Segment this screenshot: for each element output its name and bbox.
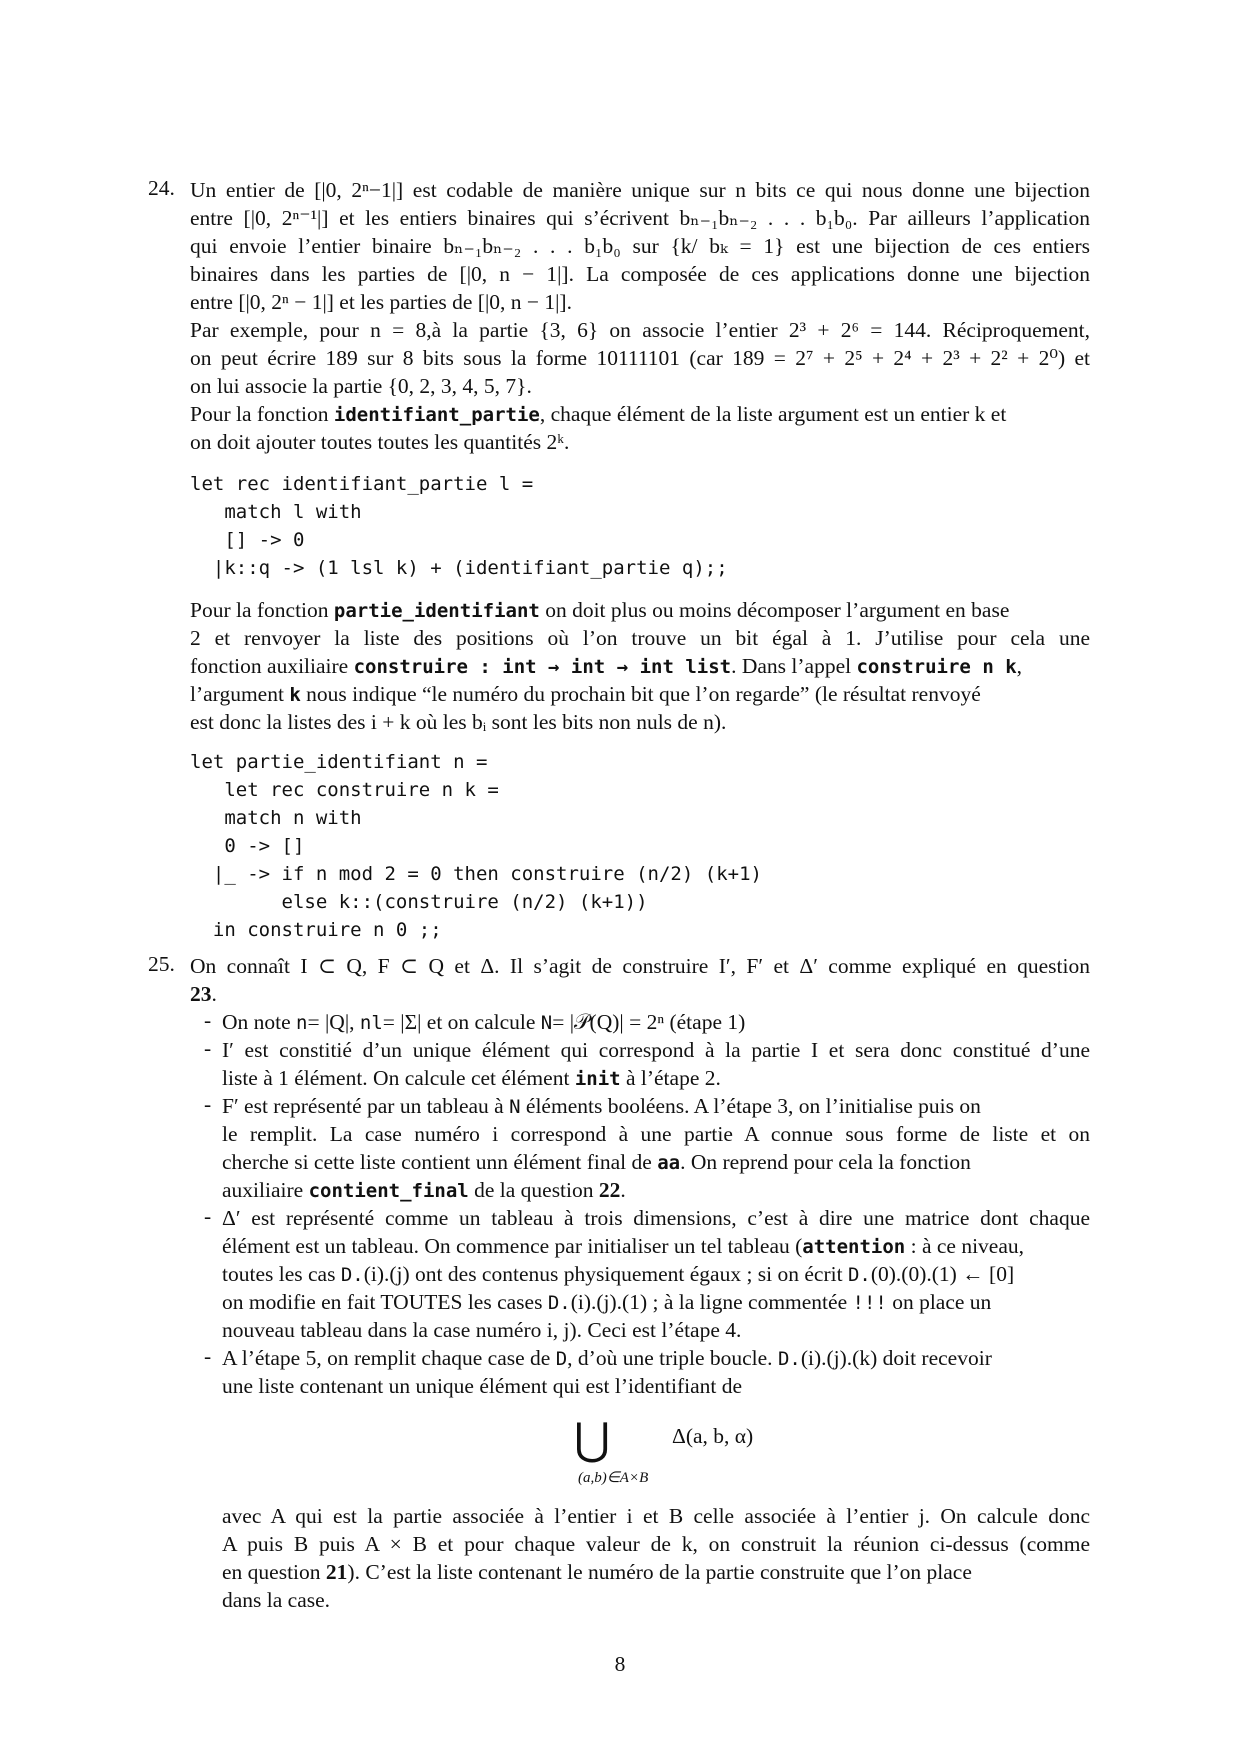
text-run: de la question	[468, 1178, 599, 1202]
q24-fn-intro-line-2: on doit ajouter toutes toutes les quantités 2ᵏ.	[190, 430, 570, 454]
q25-after-line-4: dans la case.	[222, 1588, 331, 1612]
q24-example-line-1: Par exemple, pour n = 8,à la partie {3, 6} on associe l’entier 2³ + 2⁶ = 144. Réciproquement,	[190, 318, 1090, 342]
inline-code: N	[509, 1096, 521, 1118]
bullet-dash: -	[204, 1204, 212, 1228]
code-line: |_ -> if n mod 2 = 0 then construire (n/2) (k+1)	[190, 863, 762, 885]
q25-bullet-5-line-1	[222, 1344, 992, 1373]
q25-bullet-4-line-5: nouveau tableau dans la case numéro i, j). Ceci est l’étape 4.	[222, 1318, 742, 1342]
q25-bullet-4-line-4	[222, 1288, 991, 1317]
text-run: ,	[1016, 654, 1023, 678]
text-run: . On reprend pour cela la fonction	[680, 1150, 971, 1174]
q25-bullet-4-line-3	[222, 1260, 1014, 1289]
text-run: Pour la fonction	[190, 402, 334, 426]
text-run: l’argument	[190, 682, 290, 706]
text-run: Pour la fonction	[190, 598, 334, 622]
text-run: = |𝒫(Q)| = 2ⁿ (étape 1)	[552, 1010, 746, 1034]
bullet-dash: -	[204, 1008, 212, 1032]
q24-line-3: qui envoie l’entier binaire bₙ₋₁bₙ₋₂ . . . b₁b₀ sur {k/ bₖ = 1} est une bijection de ces entiers	[190, 234, 1090, 258]
q25-bullet-3-line-3	[222, 1148, 971, 1177]
text-run: liste à 1 élément. On calcule cet élément	[222, 1066, 575, 1090]
text-run: nous indique “le numéro du prochain bit que l’on regarde” (le résultat renvoyé	[300, 682, 981, 706]
q25-bullet-3-line-1	[222, 1092, 981, 1121]
code-line: [] -> 0	[190, 529, 305, 551]
formula-delta-expression: Δ(a, b, α)	[672, 1424, 754, 1448]
text-run: A l’étape 5, on remplit chaque case de	[222, 1346, 556, 1370]
code-line: let partie_identifiant n =	[190, 751, 488, 773]
inline-code: D.	[777, 1348, 801, 1370]
q25-intro-line-2	[190, 980, 217, 1008]
inline-code: aa	[657, 1152, 681, 1174]
q24-p4-line-3	[190, 652, 1022, 681]
code-line: let rec identifiant_partie l =	[190, 473, 534, 495]
question-25-number: 25.	[148, 952, 175, 976]
text-run: (i).(j).(1) ; à la ligne commentée	[570, 1290, 853, 1314]
q24-line-1: Un entier de [|0, 2ⁿ−1|] est codable de manière unique sur n bits ce qui nous donne une bijection	[190, 178, 1090, 202]
question-24-number: 24.	[148, 176, 175, 200]
q25-bullet-4-line-2	[222, 1232, 1024, 1261]
code-line: |k::q -> (1 lsl k) + (identifiant_partie q);;	[190, 557, 728, 579]
q25-after-line-2: A puis B puis A × B et pour chaque valeur de k, on construit la réunion ci-dessus (comme	[222, 1532, 1090, 1556]
code-line: else k::(construire (n/2) (k+1))	[190, 891, 648, 913]
text-run: On note	[222, 1010, 297, 1034]
inline-code: identifiant_partie	[333, 404, 540, 426]
question-ref: 21	[325, 1560, 348, 1584]
question-ref: 23	[190, 982, 212, 1006]
q25-bullet-5-line-2: une liste contenant un unique élément qui est l’identifiant de	[222, 1374, 743, 1398]
inline-code: contient_final	[308, 1180, 469, 1202]
inline-code: N	[540, 1012, 553, 1034]
inline-code: !!!	[852, 1292, 887, 1314]
inline-code: construire : int → int → int list	[353, 656, 732, 678]
text-run: on modifie en fait TOUTES les cases	[222, 1290, 548, 1314]
text-run: cherche si cette liste contient unn élément final de	[222, 1150, 658, 1174]
text-run: : à ce niveau,	[905, 1234, 1025, 1258]
q24-fn-intro-line-1	[190, 400, 1006, 429]
q25-intro-line-1: On connaît I ⊂ Q, F ⊂ Q et Δ. Il s’agit de construire I′, F′ et Δ′ comme expliqué en question	[190, 954, 1090, 978]
text-run: (i).(j).(k) doit recevoir	[800, 1346, 992, 1370]
code-line: match n with	[190, 807, 362, 829]
q25-bullet-3-line-2: le remplit. La case numéro i correspond à une partie A connue sous forme de liste et on	[222, 1122, 1090, 1146]
code-line: match l with	[190, 501, 362, 523]
text-run: ). C’est la liste contenant le numéro de la partie construite que l’on place	[347, 1560, 972, 1584]
text-run: .	[620, 1178, 626, 1202]
text-run: .	[211, 982, 217, 1006]
inline-code: construire n k	[856, 656, 1017, 678]
q25-bullet-2-line-2	[222, 1064, 721, 1093]
q25-after-line-3	[222, 1558, 972, 1586]
q24-example-line-2: on peut écrire 189 sur 8 bits sous la forme 10111101 (car 189 = 2⁷ + 2⁵ + 2⁴ + 2³ + 2² + 2⁰) et	[190, 346, 1090, 370]
bullet-dash: -	[204, 1036, 212, 1060]
q24-example-line-3: on lui associe la partie {0, 2, 3, 4, 5, 7}.	[190, 374, 532, 398]
attention-bold: attention	[802, 1236, 906, 1258]
question-ref: 22	[598, 1178, 621, 1202]
text-run: on place un	[886, 1290, 992, 1314]
q24-p4-line-1	[190, 596, 1009, 625]
q25-after-line-1: avec A qui est la partie associée à l’entier i et B celle associée à l’entier j. On calcule donc	[222, 1504, 1090, 1528]
q24-line-2: entre [|0, 2ⁿ⁻¹|] et les entiers binaires qui s’écrivent bₙ₋₁bₙ₋₂ . . . b₁b₀. Par ailleurs l’application	[190, 206, 1090, 230]
text-run: (0).(0).(1) ← [0]	[870, 1262, 1015, 1286]
text-run: (i).(j) ont des contenus physiquement égaux ; si on écrit	[363, 1262, 848, 1286]
text-run: élément est un tableau. On commence par initialiser un tel tableau (	[222, 1234, 803, 1258]
text-run: = |Σ| et on calcule	[382, 1010, 541, 1034]
inline-code: partie_identifiant	[333, 600, 540, 622]
q24-line-4: binaires dans les parties de [|0, n − 1|]. La composée de ces applications donne une bijection	[190, 262, 1090, 286]
q24-p4-line-2: 2 et renvoyer la liste des positions où l’on trouve un bit égal à 1. J’utilise pour cela une	[190, 626, 1090, 650]
q24-p4-line-5: est donc la listes des i + k où les bᵢ sont les bits non nuls de n).	[190, 710, 727, 734]
q25-bullet-2-line-1: I′ est constitié d’un unique élément qui correspond à la partie I et sera donc constitué d’une	[222, 1038, 1090, 1062]
text-run: on doit plus ou moins décomposer l’argument en base	[539, 598, 1010, 622]
q24-line-5: entre [|0, 2ⁿ − 1|] et les parties de [|0, n − 1|].	[190, 290, 572, 314]
inline-code: D.	[847, 1264, 871, 1286]
q25-bullet-1	[222, 1008, 745, 1037]
text-run: fonction auxiliaire	[190, 654, 354, 678]
q25-bullet-4-line-1: Δ′ est représenté comme un tableau à trois dimensions, c’est à dire une matrice dont chaque	[222, 1206, 1090, 1230]
text-run: . Dans l’appel	[731, 654, 857, 678]
text-run: en question	[222, 1560, 326, 1584]
inline-code: D.	[340, 1264, 364, 1286]
formula-union-subscript: (a,b)∈A×B	[578, 1470, 649, 1486]
q24-p4-line-4	[190, 680, 981, 709]
big-union-symbol: ⋃	[574, 1414, 611, 1465]
code-line: in construire n 0 ;;	[190, 919, 442, 941]
inline-code: k	[289, 684, 301, 706]
text-run: éléments booléens. A l’étape 3, on l’initialise puis on	[520, 1094, 981, 1118]
bullet-dash: -	[204, 1092, 212, 1116]
bullet-dash: -	[204, 1344, 212, 1368]
text-run: toutes les cas	[222, 1262, 341, 1286]
inline-code: n	[296, 1012, 308, 1034]
text-run: , chaque élément de la liste argument est un entier k et	[539, 402, 1007, 426]
code-line: 0 -> []	[190, 835, 305, 857]
inline-code: nl	[359, 1012, 383, 1034]
inline-code: init	[574, 1068, 621, 1090]
q25-bullet-3-line-4	[222, 1176, 626, 1205]
text-run: auxiliaire	[222, 1178, 309, 1202]
text-run: à l’étape 2.	[620, 1066, 721, 1090]
text-run: F′ est représenté par un tableau à	[222, 1094, 510, 1118]
inline-code: D	[555, 1348, 568, 1370]
inline-code: D.	[547, 1292, 571, 1314]
text-run: , d’où une triple boucle.	[567, 1346, 778, 1370]
code-line: let rec construire n k =	[190, 779, 499, 801]
text-run: = |Q|,	[307, 1010, 360, 1034]
page-number: 8	[614, 1652, 626, 1676]
